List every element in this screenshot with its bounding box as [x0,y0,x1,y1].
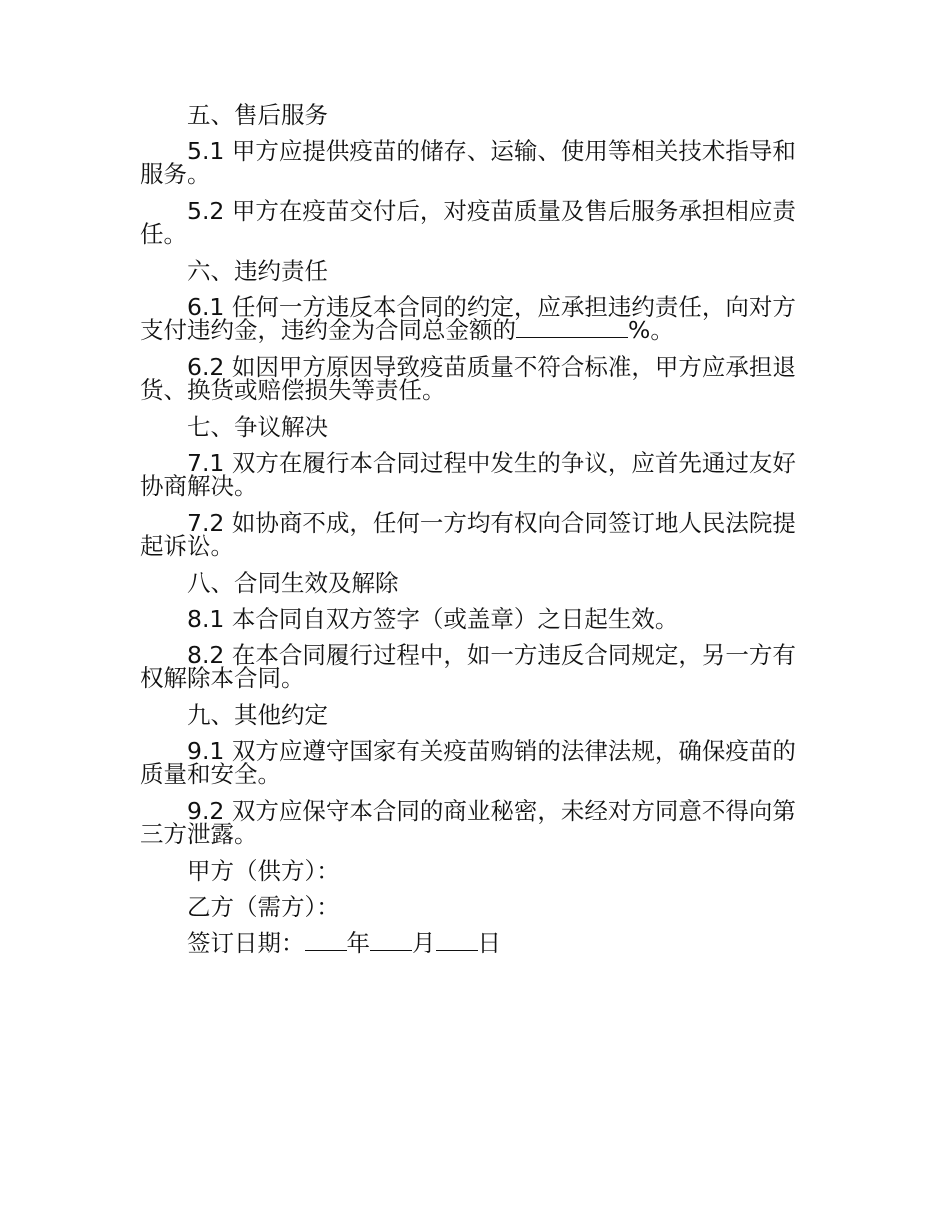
clause-6-1 [140,293,802,344]
contract-page [140,101,802,968]
section-7-heading: 七、争议解决 [187,413,328,441]
clause-6-1-suffix: %。 [628,316,674,344]
year-label: 年 [346,929,370,957]
penalty-percent-blank [516,319,628,338]
month-label: 月 [412,929,436,957]
clause-7-1: 7.1 双方在履行本合同过程中发生的争议，应首先通过友好协商解决。 [140,449,796,500]
clause-8-1: 8.1 本合同自双方签字（或盖章）之日起生效。 [187,605,679,633]
month-blank [370,932,412,951]
section-6-heading: 六、违约责任 [187,257,328,285]
section-5-heading: 五、售后服务 [187,101,328,129]
clause-7-2: 7.2 如协商不成，任何一方均有权向合同签订地人民法院提起诉讼。 [140,509,796,560]
signing-date-line [140,929,802,957]
party-b-label: 乙方（需方）： [187,893,340,921]
clause-5-2: 5.2 甲方在疫苗交付后，对疫苗质量及售后服务承担相应责任。 [140,197,796,248]
day-blank [436,932,478,951]
clause-5-1: 5.1 甲方应提供疫苗的储存、运输、使用等相关技术指导和服务。 [140,137,796,188]
party-a-label: 甲方（供方）： [187,857,340,885]
year-blank [305,932,347,951]
clause-9-2: 9.2 双方应保守本合同的商业秘密，未经对方同意不得向第三方泄露。 [140,797,796,848]
section-8-heading: 八、合同生效及解除 [187,569,399,597]
clause-6-1-text: 6.1 任何一方违反本合同的约定，应承担违约责任，向对方支付违约金，违约金为合同总金额的 [140,293,796,344]
clause-6-2: 6.2 如因甲方原因导致疫苗质量不符合标准，甲方应承担退货、换货或赔偿损失等责任。 [140,353,796,404]
section-9-heading: 九、其他约定 [187,701,328,729]
clause-8-2: 8.2 在本合同履行过程中，如一方违反合同规定，另一方有权解除本合同。 [140,641,796,692]
day-label: 日 [477,929,501,957]
signing-date-label: 签订日期： [187,929,305,957]
clause-9-1: 9.1 双方应遵守国家有关疫苗购销的法律法规，确保疫苗的质量和安全。 [140,737,796,788]
